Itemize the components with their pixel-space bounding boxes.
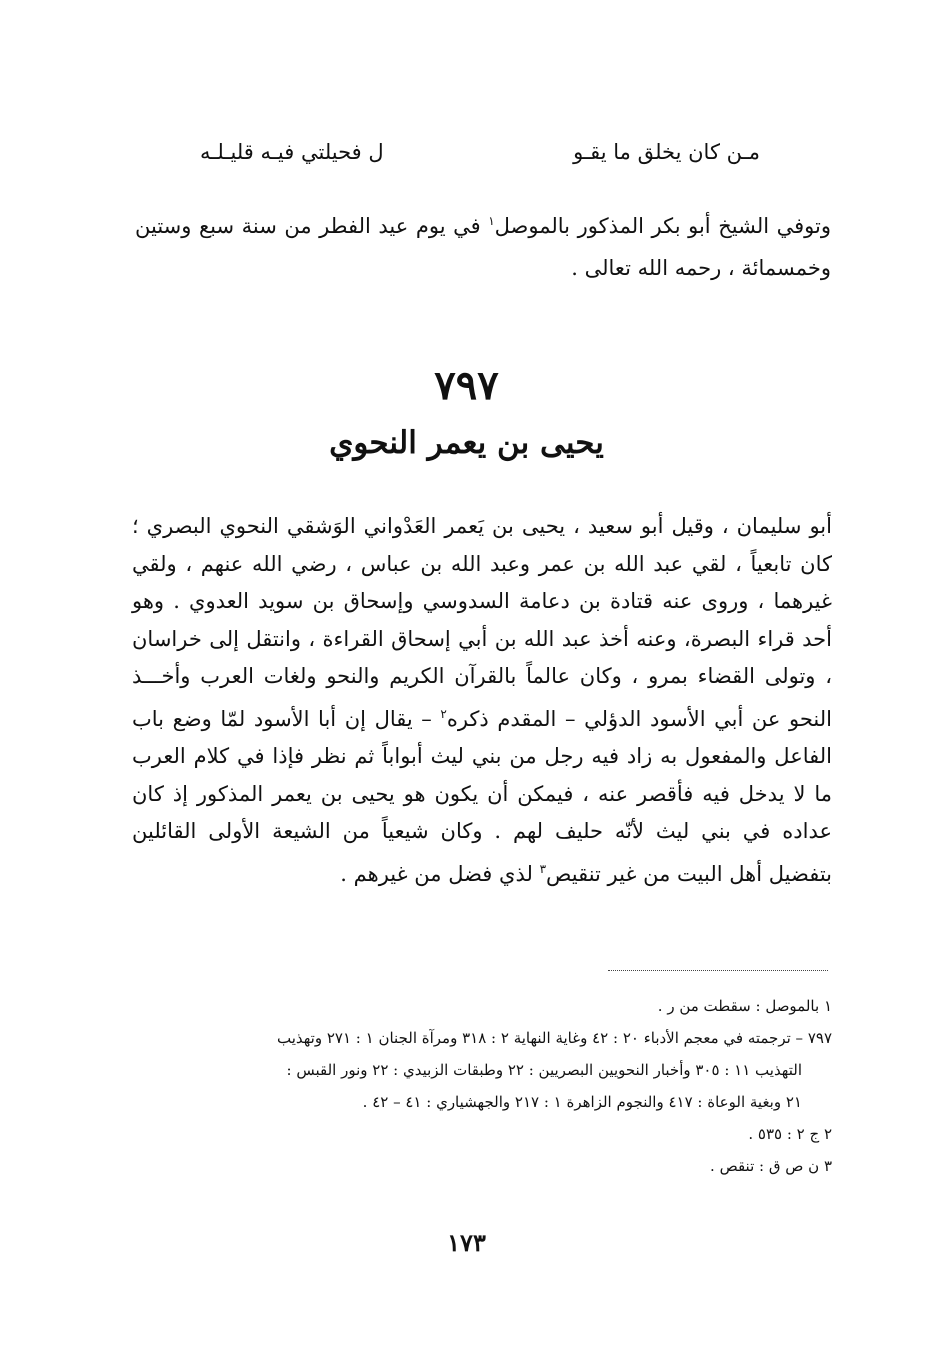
footnote-line: ٢ ج ٢ : ٥٣٥ . [748, 1125, 832, 1143]
footnote-marker-1: ١ [488, 214, 495, 228]
biography-text-part-1: أبو سليمان ، وقيل أبو سعيد ، يحيى بن يَعمر العَدْواني الوَشقي النحوي البصري ؛ كان تابعياً ، لقي عبد الله بن عمر وعبد الله بن عباس ، رضي الله عنهم ، ولقي غيرهما ، وروى عنه قتادة بن دعامة السدوسي وإسحاق بن سويد العدوي . وهو أحد قراء البصرة، وعنه أخذ عبد الله بن أبي إسحاق القراءة ، وانتقل إلى خراسان ، وتولى القضاء بمرو ، وكان عالماً بالقرآن الكريم والنحو ولغات العرب وأخـــذ النحو عن أبي الأسود الدؤلي – المقدم ذكره [132, 514, 833, 731]
footnote-marker-2: ٢ [440, 706, 447, 721]
verse-first-hemistich: مـن كان يخلق ما يقـو [573, 140, 760, 164]
entry-number: ٧٩٧ [434, 362, 499, 409]
biography-text-part-2: – يقال إن أبا الأسود لمّا وضع باب الفاعل والمفعول به زاد فيه رجل من بني ليث أبواباً ثم نظر فإذا في كلام العرب ما لا يدخل فيه فأقصر عنه ، فيمكن أن يكون هو يحيى بن يعمر المذكور إذ كان عداده في بني ليث لأنّه حليف لهم . وكان شيعياً من الشيعة الأولى القائلين بتفضيل أهل البيت من غير تنقيص [132, 706, 832, 886]
biography-paragraph [132, 508, 832, 893]
footnote-line: ٧٩٧ – ترجمته في معجم الأدباء ٢٠ : ٤٢ وغاية النهاية ٢ : ٣١٨ ومرآة الجنان ١ : ٢٧١ وتهذيب [276, 1029, 832, 1047]
verse-second-hemistich: ل فحيلتي فيـه قليـلـه [200, 140, 384, 164]
footnote-marker-3: ٣ [539, 861, 547, 876]
intro-text: وتوفي الشيخ أبو بكر المذكور بالموصل [494, 214, 831, 238]
footnotes [132, 990, 832, 1182]
footnote-divider [608, 970, 828, 971]
footnote-line: ٣ ن ص ق : تنقص . [710, 1157, 832, 1175]
entry-title: يحيى بن يعمر النحوي [329, 425, 604, 461]
intro-text-cont: في يوم عيد الفطر من سنة سبع وستين وخمسمائة ، رحمه الله تعالى . [135, 214, 831, 280]
poem-verse [200, 140, 760, 164]
footnote-line: التهذيب ١١ : ٣٠٥ وأخبار النحويين البصريين : ٢٢ وطبقات الزبيدي : ٢٢ ونور القبس : [286, 1061, 802, 1079]
intro-paragraph [135, 200, 831, 289]
page-number: ١٧٣ [447, 1228, 486, 1257]
biography-text-part-3: لذي فضل من غيرهم . [340, 861, 540, 886]
footnote-line: ١ بالموصل : سقطت من ر . [657, 997, 832, 1015]
footnote-line: ٢١ وبغية الوعاة : ٤١٧ والنجوم الزاهرة ١ : ٢١٧ والجهشياري : ٤١ – ٤٢ . [362, 1093, 802, 1111]
